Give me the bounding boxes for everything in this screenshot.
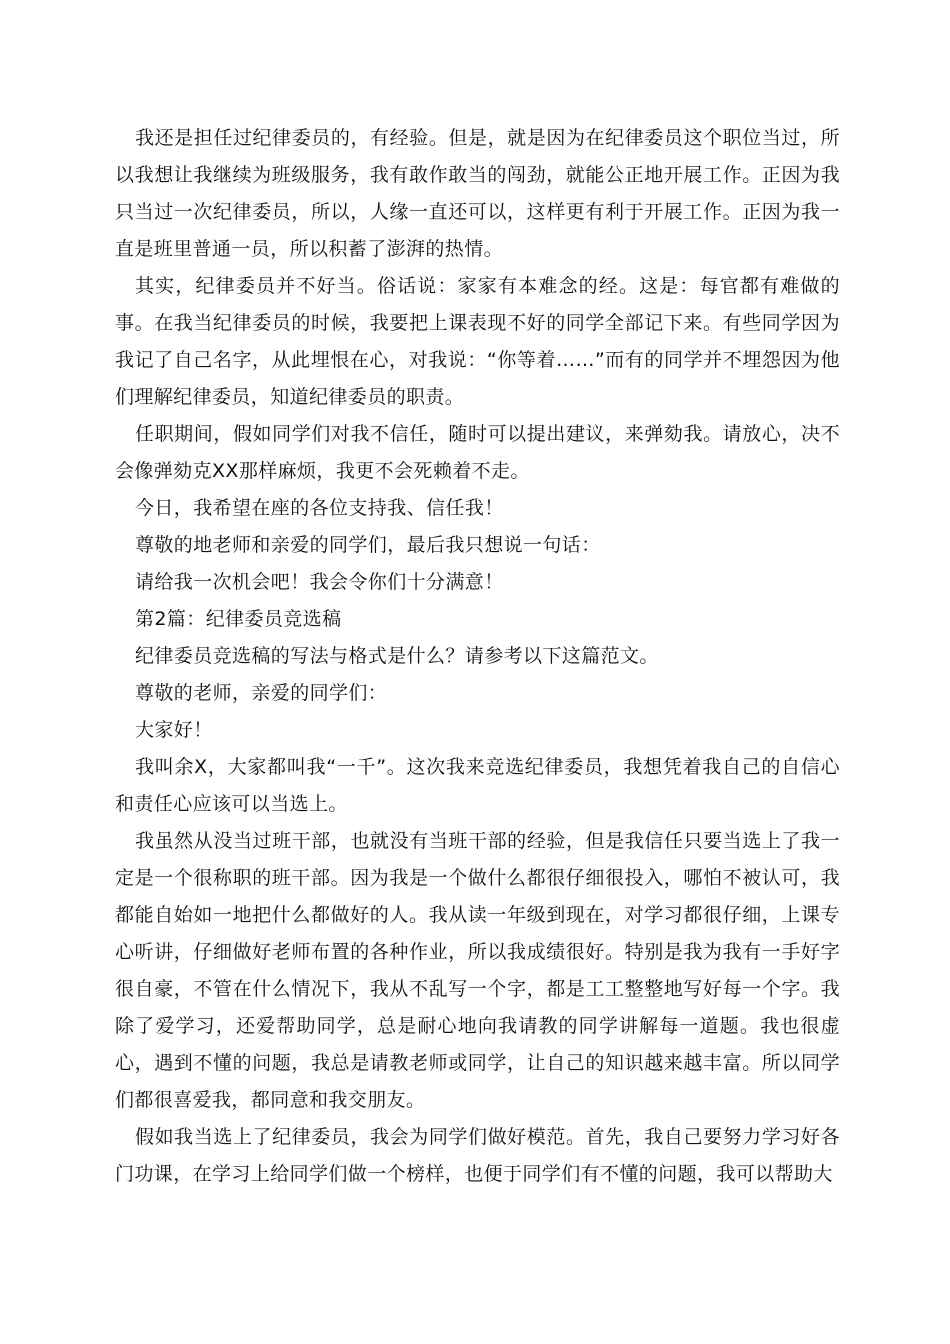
paragraph: 我虽然从没当过班干部，也就没有当班干部的经验，但是我信任只要当选上了我一定是一个很称职的班干部。因为我是一个做什么都很仔细很投入，哪怕不被认可，我都能自始如一地把什么都做好的人。我从读一年级到现在，对学习都很仔细，上课专心听讲，仔细做好老师布置的各种作业，所以我成绩很好。特别是我为我有一手好字很自豪，不管在什么情况下，我从不乱写一个字，都是工工整整地写好每一个字。我除了爱学习，还爱帮助同学，总是耐心地向我请教的同学讲解每一道题。我也很虚心，遇到不懂的问题，我总是请教老师或同学，让自己的知识越来越丰富。所以同学们都很喜爱我，都同意和我交朋友。 [115,830,840,1111]
paragraph: 纪律委员竞选稿的写法与格式是什么？请参考以下这篇范文。 [135,645,659,667]
document-body [115,120,840,1193]
greeting: 大家好！ [135,719,213,741]
section-heading: 第2篇：纪律委员竞选稿 [135,608,342,630]
paragraph: 我叫余X，大家都叫我“一千”。这次我来竞选纪律委员，我想凭着我自己的自信心和责任心应该可以当选上。 [115,756,840,815]
paragraph: 其实，纪律委员并不好当。俗话说：家家有本难念的经。这是：每官都有难做的事。在我当纪律委员的时候，我要把上课表现不好的同学全部记下来。有些同学因为我记了自己名字，从此埋恨在心，对我说：“你等着……”而有的同学并不埋怨因为他们理解纪律委员，知道纪律委员的职责。 [115,275,840,408]
salutation: 尊敬的老师，亲爱的同学们： [135,682,388,704]
paragraph: 请给我一次机会吧！我会令你们十分满意！ [135,571,504,593]
paragraph: 尊敬的地老师和亲爱的同学们，最后我只想说一句话： [135,534,601,556]
paragraph: 今日，我希望在座的各位支持我、信任我！ [135,497,504,519]
paragraph: 假如我当选上了纪律委员，我会为同学们做好模范。首先，我自己要努力学习好各门功课，在学习上给同学们做一个榜样，也便于同学们有不懂的问题，我可以帮助大 [115,1126,840,1185]
paragraph: 我还是担任过纪律委员的，有经验。但是，就是因为在纪律委员这个职位当过，所以我想让我继续为班级服务，我有敢作敢当的闯劲，就能公正地开展工作。正因为我只当过一次纪律委员，所以，人缘一直还可以，这样更有利于开展工作。正因为我一直是班里普通一员，所以积蓄了澎湃的热情。 [115,127,840,260]
paragraph: 任职期间，假如同学们对我不信任，随时可以提出建议，来弹劾我。请放心，决不会像弹劾克XX那样麻烦，我更不会死赖着不走。 [115,423,840,482]
